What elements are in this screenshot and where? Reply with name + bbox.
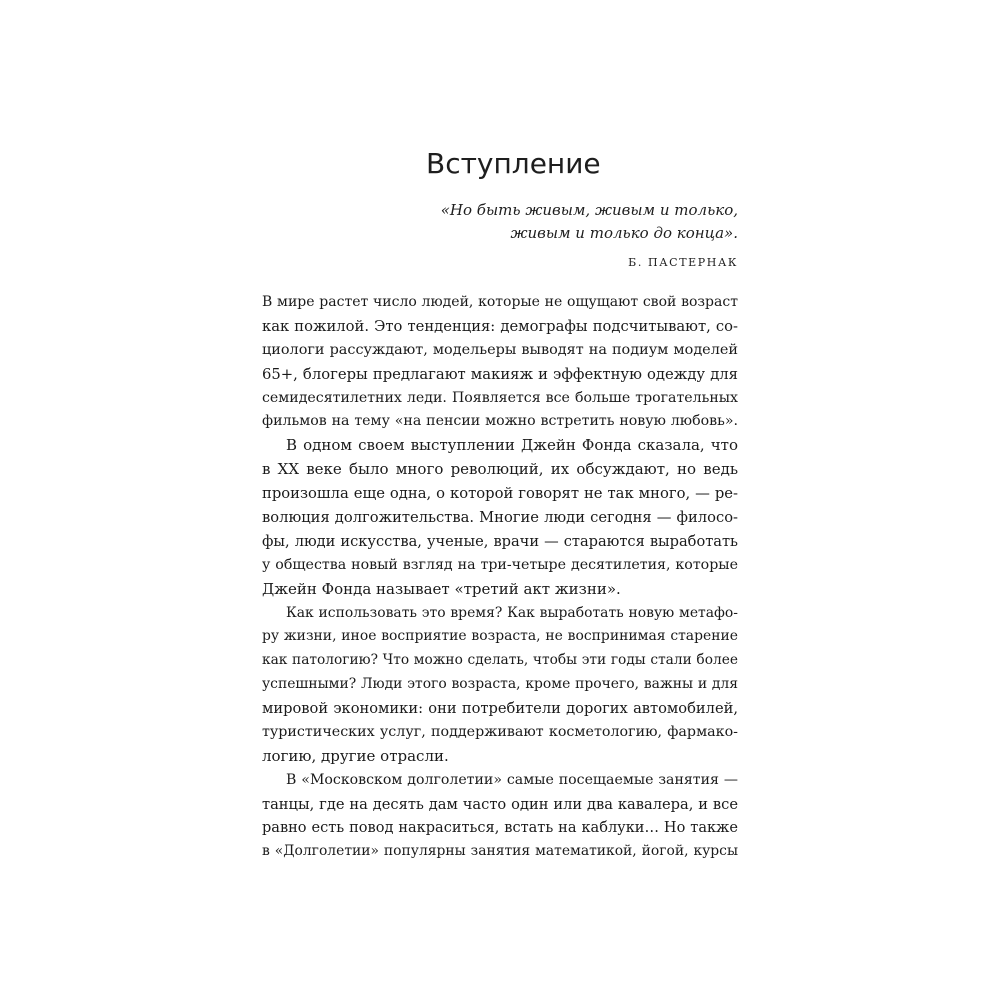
paragraph-start-line: Как использовать это время? Как выработать новую метафо- (286, 604, 738, 621)
epigraph-line: живым и только до конца». (510, 224, 738, 242)
chapter-title: Вступление (426, 147, 601, 180)
epigraph (318, 199, 738, 245)
text-line: у общества новый взгляд на три-четыре десятилетия, которые (262, 556, 738, 573)
epigraph-line: «Но быть живым, живым и только, (440, 201, 738, 219)
epigraph-author: Б. ПАСТЕРНАК (628, 256, 738, 269)
text-line: произошла еще одна, о которой говорят не так много, — ре- (262, 485, 738, 503)
text-line: семидесятилетних леди. Появляется все больше трогательных (262, 389, 738, 406)
text-line: танцы, где на десять дам часто один или два кавалера, и все (262, 795, 738, 813)
text-line: Джейн Фонда называет «третий акт жизни». (262, 579, 621, 598)
text-line: успешными? Люди этого возраста, кроме прочего, важны и для (262, 676, 738, 693)
paragraph-start-line: В одном своем выступлении Джейн Фонда сказала, что (286, 436, 738, 455)
paragraph-start-line: В «Московском долголетии» самые посещаемые занятия — (286, 771, 738, 788)
text-line: волюция долгожительства. Многие люди сегодня — филосо- (262, 509, 738, 527)
body-text (262, 291, 738, 864)
text-line: в XX веке было много революций, их обсуждают, но ведь (262, 460, 738, 479)
text-line: 65+, блогеры предлагают макияж и эффектную одежду для (262, 365, 738, 383)
text-line: мировой экономики: они потребители дорогих автомобилей, (262, 700, 738, 718)
text-line: фильмов на тему «на пенсии можно встретить новую любовь». (262, 413, 738, 430)
text-line: равно есть повод накраситься, встать на каблуки… Но также (262, 819, 738, 836)
text-line: в «Долголетии» популярны занятия математикой, йогой, курсы (262, 843, 738, 860)
text-line: как патологию? Что можно сделать, чтобы эти годы стали более (262, 652, 738, 669)
text-line: фы, люди искусства, ученые, врачи — стараются выработать (262, 532, 738, 550)
text-line: ру жизни, иное восприятие возраста, не воспринимая старение (262, 628, 738, 645)
text-line: циологи рассуждают, модельеры выводят на подиум моделей (262, 341, 738, 358)
text-line: В мире растет число людей, которые не ощущают свой возраст (262, 294, 738, 310)
text-line: туристических услуг, поддерживают косметологию, фармако- (262, 724, 738, 741)
text-line: логию, другие отрасли. (262, 746, 449, 765)
text-line: как пожилой. Это тенденция: демографы подсчитывают, со- (262, 317, 738, 335)
